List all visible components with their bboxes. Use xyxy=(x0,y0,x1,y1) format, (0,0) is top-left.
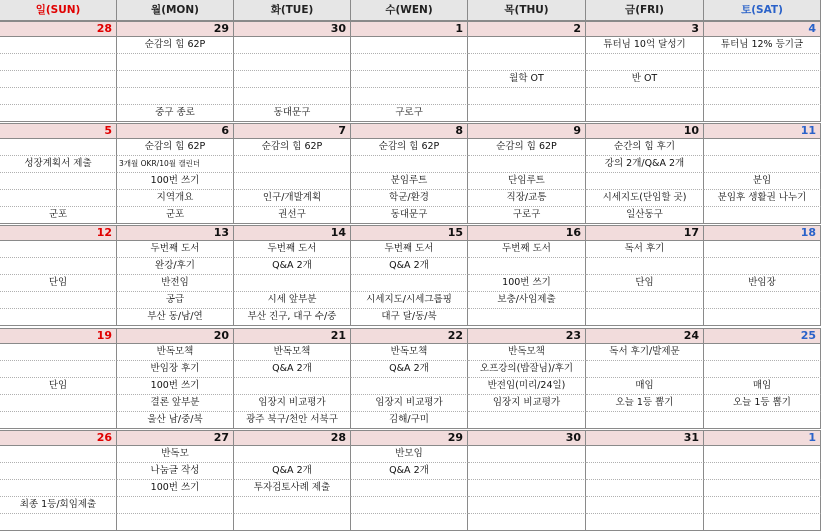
day-number[interactable]: 13 xyxy=(117,225,234,241)
weekday-header-tuesday[interactable]: 화(TUE) xyxy=(234,0,351,21)
weekday-header-monday[interactable]: 월(MON) xyxy=(117,0,234,21)
schedule-cell[interactable]: 인구/개발계획 xyxy=(234,190,351,207)
schedule-cell[interactable] xyxy=(586,361,704,378)
schedule-cell[interactable]: 단임 xyxy=(586,275,704,292)
schedule-cell[interactable]: 나눔글 작성 xyxy=(117,463,234,480)
schedule-cell[interactable] xyxy=(0,344,117,361)
schedule-cell[interactable]: 분임후 생활권 나누기 xyxy=(704,190,821,207)
schedule-cell[interactable] xyxy=(704,344,821,361)
schedule-cell[interactable] xyxy=(234,275,351,292)
schedule-cell[interactable] xyxy=(704,497,821,514)
schedule-cell[interactable]: 임장지 비교평가 xyxy=(234,395,351,412)
schedule-cell[interactable] xyxy=(468,309,586,326)
day-number[interactable]: 11 xyxy=(704,123,821,139)
schedule-cell[interactable]: 오늘 1등 뽑기 xyxy=(586,395,704,412)
schedule-cell[interactable] xyxy=(586,412,704,429)
schedule-cell[interactable] xyxy=(351,88,468,105)
schedule-cell[interactable]: 오프강의(밥잘님)/후기 xyxy=(468,361,586,378)
day-number[interactable]: 29 xyxy=(117,21,234,37)
schedule-cell[interactable] xyxy=(0,514,117,531)
schedule-cell[interactable] xyxy=(704,258,821,275)
schedule-cell[interactable]: 결론 앞부분 xyxy=(117,395,234,412)
schedule-cell[interactable]: 단임 xyxy=(0,275,117,292)
schedule-cell[interactable] xyxy=(468,258,586,275)
schedule-cell[interactable]: 순감의 힘 62P xyxy=(117,37,234,54)
schedule-cell[interactable] xyxy=(586,480,704,497)
day-number[interactable]: 17 xyxy=(586,225,704,241)
schedule-cell[interactable]: 동대문구 xyxy=(351,207,468,224)
weekday-header-thursday[interactable]: 목(THU) xyxy=(468,0,586,21)
schedule-cell[interactable]: 부산 진구, 대구 수/중 xyxy=(234,309,351,326)
schedule-cell[interactable] xyxy=(704,463,821,480)
schedule-cell[interactable] xyxy=(586,258,704,275)
schedule-cell[interactable]: 두번째 도서 xyxy=(351,241,468,258)
schedule-cell[interactable] xyxy=(0,292,117,309)
day-number[interactable]: 1 xyxy=(351,21,468,37)
schedule-cell[interactable] xyxy=(351,275,468,292)
schedule-cell[interactable] xyxy=(117,54,234,71)
schedule-cell[interactable] xyxy=(0,258,117,275)
schedule-cell[interactable]: 군포 xyxy=(0,207,117,224)
schedule-cell[interactable] xyxy=(586,173,704,190)
schedule-cell[interactable]: 독서 후기 xyxy=(586,241,704,258)
schedule-cell[interactable] xyxy=(0,173,117,190)
schedule-cell[interactable]: Q&A 2개 xyxy=(351,361,468,378)
schedule-cell[interactable] xyxy=(234,156,351,173)
schedule-cell[interactable]: 순감의 힘 62P xyxy=(351,139,468,156)
schedule-cell[interactable] xyxy=(468,105,586,122)
day-number[interactable]: 27 xyxy=(117,430,234,446)
schedule-cell[interactable]: 성장계획서 제출 xyxy=(0,156,117,173)
schedule-cell[interactable]: 단임 xyxy=(0,378,117,395)
schedule-cell[interactable] xyxy=(117,514,234,531)
schedule-cell[interactable]: 구로구 xyxy=(351,105,468,122)
schedule-cell[interactable]: 일산동구 xyxy=(586,207,704,224)
day-number[interactable]: 30 xyxy=(234,21,351,37)
schedule-cell[interactable]: Q&A 2개 xyxy=(234,361,351,378)
schedule-cell[interactable]: Q&A 2개 xyxy=(234,463,351,480)
schedule-cell[interactable]: 반 OT xyxy=(586,71,704,88)
schedule-cell[interactable] xyxy=(704,54,821,71)
day-number[interactable]: 16 xyxy=(468,225,586,241)
schedule-cell[interactable]: 투자검토사례 제출 xyxy=(234,480,351,497)
day-number[interactable]: 28 xyxy=(0,21,117,37)
day-number[interactable]: 23 xyxy=(468,328,586,344)
schedule-cell[interactable] xyxy=(704,292,821,309)
schedule-cell[interactable] xyxy=(586,54,704,71)
schedule-cell[interactable]: 중구 종로 xyxy=(117,105,234,122)
schedule-cell[interactable]: 순감의 힘 62P xyxy=(234,139,351,156)
schedule-cell[interactable] xyxy=(0,88,117,105)
schedule-cell[interactable]: 임장지 비교평가 xyxy=(351,395,468,412)
schedule-cell[interactable]: 반임장 xyxy=(704,275,821,292)
schedule-cell[interactable] xyxy=(704,71,821,88)
schedule-cell[interactable] xyxy=(468,514,586,531)
day-number[interactable]: 26 xyxy=(0,430,117,446)
weekday-header-friday[interactable]: 금(FRI) xyxy=(586,0,704,21)
schedule-cell[interactable] xyxy=(0,139,117,156)
weekday-header-wednesday[interactable]: 수(WEN) xyxy=(351,0,468,21)
schedule-cell[interactable]: 반독모책 xyxy=(468,344,586,361)
schedule-cell[interactable]: 두번째 도서 xyxy=(468,241,586,258)
schedule-cell[interactable] xyxy=(586,497,704,514)
schedule-cell[interactable]: 단임루트 xyxy=(468,173,586,190)
schedule-cell[interactable] xyxy=(704,105,821,122)
day-number[interactable]: 7 xyxy=(234,123,351,139)
schedule-cell[interactable] xyxy=(468,156,586,173)
schedule-cell[interactable] xyxy=(0,446,117,463)
schedule-cell[interactable] xyxy=(117,71,234,88)
schedule-cell[interactable] xyxy=(704,446,821,463)
schedule-cell[interactable]: 군포 xyxy=(117,207,234,224)
schedule-cell[interactable] xyxy=(468,412,586,429)
schedule-cell[interactable] xyxy=(351,378,468,395)
schedule-cell[interactable]: 광주 북구/천안 서북구 xyxy=(234,412,351,429)
schedule-cell[interactable] xyxy=(586,105,704,122)
schedule-cell[interactable] xyxy=(704,139,821,156)
schedule-cell[interactable] xyxy=(468,54,586,71)
schedule-cell[interactable]: 100번 쓰기 xyxy=(117,480,234,497)
schedule-cell[interactable] xyxy=(234,37,351,54)
schedule-cell[interactable] xyxy=(234,71,351,88)
schedule-cell[interactable]: 부산 동/남/연 xyxy=(117,309,234,326)
schedule-cell[interactable] xyxy=(234,497,351,514)
schedule-cell[interactable] xyxy=(0,54,117,71)
schedule-cell[interactable] xyxy=(117,497,234,514)
schedule-cell[interactable]: 완강/후기 xyxy=(117,258,234,275)
day-number[interactable]: 31 xyxy=(586,430,704,446)
day-number[interactable]: 12 xyxy=(0,225,117,241)
day-number[interactable]: 24 xyxy=(586,328,704,344)
schedule-cell[interactable] xyxy=(468,463,586,480)
day-number[interactable]: 28 xyxy=(234,430,351,446)
schedule-cell[interactable]: 김해/구미 xyxy=(351,412,468,429)
schedule-cell[interactable]: 울산 남/중/북 xyxy=(117,412,234,429)
weekday-header-sunday[interactable]: 일(SUN) xyxy=(0,0,117,21)
day-number[interactable]: 21 xyxy=(234,328,351,344)
day-number[interactable]: 14 xyxy=(234,225,351,241)
schedule-cell[interactable] xyxy=(351,514,468,531)
schedule-cell[interactable] xyxy=(234,446,351,463)
schedule-cell[interactable]: 대구 달/동/북 xyxy=(351,309,468,326)
day-number[interactable]: 19 xyxy=(0,328,117,344)
schedule-cell[interactable] xyxy=(586,514,704,531)
day-number[interactable]: 8 xyxy=(351,123,468,139)
schedule-cell[interactable] xyxy=(704,241,821,258)
schedule-cell[interactable]: 반임장 후기 xyxy=(117,361,234,378)
schedule-cell[interactable]: 매임 xyxy=(586,378,704,395)
schedule-cell[interactable]: 시세지도/시세그룹핑 xyxy=(351,292,468,309)
schedule-cell[interactable]: 순감의 힘 62P xyxy=(468,139,586,156)
schedule-cell[interactable] xyxy=(0,37,117,54)
schedule-cell[interactable] xyxy=(586,446,704,463)
schedule-cell[interactable] xyxy=(234,378,351,395)
schedule-cell[interactable] xyxy=(351,71,468,88)
schedule-cell[interactable]: Q&A 2개 xyxy=(351,463,468,480)
schedule-cell[interactable] xyxy=(351,37,468,54)
schedule-cell[interactable]: Q&A 2개 xyxy=(234,258,351,275)
schedule-cell[interactable] xyxy=(234,88,351,105)
schedule-cell[interactable] xyxy=(0,241,117,258)
schedule-cell[interactable] xyxy=(468,497,586,514)
schedule-cell[interactable]: 반독모책 xyxy=(351,344,468,361)
schedule-cell[interactable] xyxy=(704,514,821,531)
day-number[interactable]: 29 xyxy=(351,430,468,446)
schedule-cell[interactable] xyxy=(704,480,821,497)
schedule-cell[interactable] xyxy=(351,480,468,497)
weekday-header-saturday[interactable]: 토(SAT) xyxy=(704,0,821,21)
schedule-cell[interactable]: 반독모책 xyxy=(234,344,351,361)
schedule-cell[interactable] xyxy=(117,88,234,105)
schedule-cell[interactable] xyxy=(704,156,821,173)
schedule-cell[interactable] xyxy=(351,156,468,173)
day-number[interactable]: 15 xyxy=(351,225,468,241)
schedule-cell[interactable] xyxy=(234,514,351,531)
schedule-cell[interactable] xyxy=(468,37,586,54)
schedule-cell[interactable]: 두번째 도서 xyxy=(234,241,351,258)
schedule-cell[interactable] xyxy=(704,207,821,224)
schedule-cell[interactable]: 구로구 xyxy=(468,207,586,224)
schedule-cell[interactable] xyxy=(0,395,117,412)
schedule-cell[interactable] xyxy=(704,361,821,378)
schedule-cell[interactable]: 순간의 힘 후기 xyxy=(586,139,704,156)
schedule-cell[interactable]: 동대문구 xyxy=(234,105,351,122)
day-number[interactable]: 5 xyxy=(0,123,117,139)
schedule-cell[interactable]: 시세지도(단임할 곳) xyxy=(586,190,704,207)
schedule-cell[interactable]: 튜터님 12% 등기글 xyxy=(704,37,821,54)
schedule-cell[interactable]: 3개월 OKR/10월 캘린더 xyxy=(117,156,234,173)
schedule-cell[interactable] xyxy=(468,446,586,463)
schedule-cell[interactable]: 분임루트 xyxy=(351,173,468,190)
schedule-cell[interactable]: Q&A 2개 xyxy=(351,258,468,275)
day-number[interactable]: 3 xyxy=(586,21,704,37)
day-number[interactable]: 2 xyxy=(468,21,586,37)
schedule-cell[interactable]: 강의 2개/Q&A 2개 xyxy=(586,156,704,173)
schedule-cell[interactable]: 순감의 힘 62P xyxy=(117,139,234,156)
schedule-cell[interactable]: 월학 OT xyxy=(468,71,586,88)
schedule-cell[interactable]: 임장지 비교평가 xyxy=(468,395,586,412)
schedule-cell[interactable]: 보충/사임제출 xyxy=(468,292,586,309)
schedule-cell[interactable] xyxy=(234,173,351,190)
schedule-cell[interactable] xyxy=(0,463,117,480)
day-number[interactable]: 20 xyxy=(117,328,234,344)
schedule-cell[interactable] xyxy=(586,463,704,480)
day-number[interactable]: 6 xyxy=(117,123,234,139)
schedule-cell[interactable] xyxy=(0,480,117,497)
schedule-cell[interactable]: 반전임 xyxy=(117,275,234,292)
schedule-cell[interactable]: 독서 후기/발제문 xyxy=(586,344,704,361)
schedule-cell[interactable]: 반전임(미리/24일) xyxy=(468,378,586,395)
schedule-cell[interactable] xyxy=(586,309,704,326)
schedule-cell[interactable] xyxy=(234,54,351,71)
schedule-cell[interactable] xyxy=(351,497,468,514)
schedule-cell[interactable]: 학군/환경 xyxy=(351,190,468,207)
schedule-cell[interactable] xyxy=(0,71,117,88)
schedule-cell[interactable]: 오늘 1등 뽑기 xyxy=(704,395,821,412)
schedule-cell[interactable]: 두번째 도서 xyxy=(117,241,234,258)
day-number[interactable]: 18 xyxy=(704,225,821,241)
schedule-cell[interactable] xyxy=(704,309,821,326)
schedule-cell[interactable] xyxy=(468,480,586,497)
schedule-cell[interactable]: 공급 xyxy=(117,292,234,309)
schedule-cell[interactable] xyxy=(704,412,821,429)
schedule-cell[interactable] xyxy=(0,309,117,326)
schedule-cell[interactable]: 100번 쓰기 xyxy=(117,378,234,395)
schedule-cell[interactable] xyxy=(0,412,117,429)
schedule-cell[interactable]: 권선구 xyxy=(234,207,351,224)
schedule-cell[interactable] xyxy=(586,88,704,105)
schedule-cell[interactable]: 100번 쓰기 xyxy=(468,275,586,292)
schedule-cell[interactable]: 매임 xyxy=(704,378,821,395)
schedule-cell[interactable] xyxy=(586,292,704,309)
day-number[interactable]: 4 xyxy=(704,21,821,37)
schedule-cell[interactable] xyxy=(0,190,117,207)
schedule-cell[interactable] xyxy=(704,88,821,105)
schedule-cell[interactable]: 시세 앞부분 xyxy=(234,292,351,309)
schedule-cell[interactable] xyxy=(351,54,468,71)
schedule-cell[interactable]: 반독모 xyxy=(117,446,234,463)
schedule-cell[interactable]: 분임 xyxy=(704,173,821,190)
day-number[interactable]: 22 xyxy=(351,328,468,344)
schedule-cell[interactable]: 지역개요 xyxy=(117,190,234,207)
day-number[interactable]: 1 xyxy=(704,430,821,446)
day-number[interactable]: 10 xyxy=(586,123,704,139)
schedule-cell[interactable]: 튜터님 10억 달성기 xyxy=(586,37,704,54)
schedule-cell[interactable]: 직장/교통 xyxy=(468,190,586,207)
schedule-cell[interactable] xyxy=(468,88,586,105)
schedule-cell[interactable]: 100번 쓰기 xyxy=(117,173,234,190)
schedule-cell[interactable]: 반독모책 xyxy=(117,344,234,361)
day-number[interactable]: 9 xyxy=(468,123,586,139)
day-number[interactable]: 25 xyxy=(704,328,821,344)
schedule-cell[interactable]: 최종 1등/회임제출 xyxy=(0,497,117,514)
day-number[interactable]: 30 xyxy=(468,430,586,446)
schedule-cell[interactable] xyxy=(0,361,117,378)
schedule-cell[interactable]: 반모임 xyxy=(351,446,468,463)
schedule-cell[interactable] xyxy=(0,105,117,122)
